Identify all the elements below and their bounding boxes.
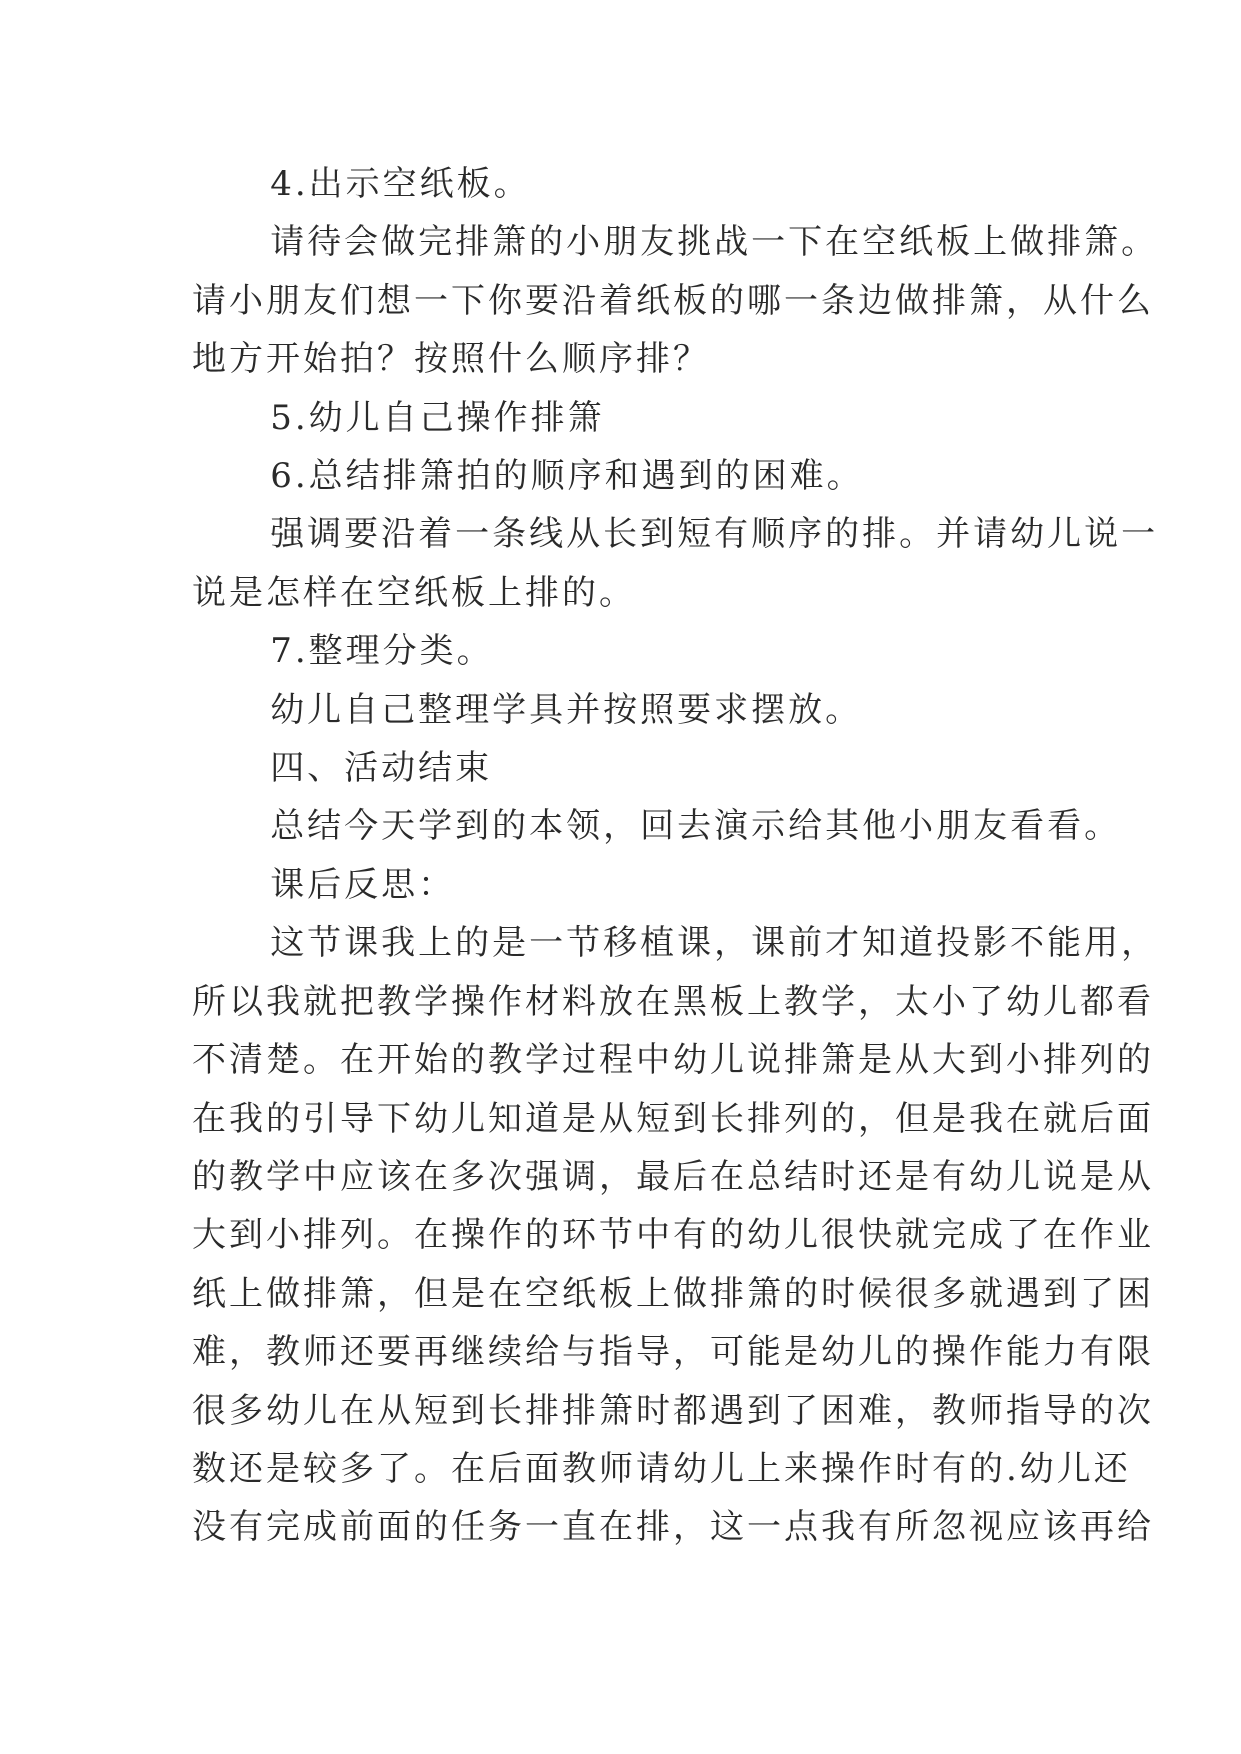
text-line: 很多幼儿在从短到长排排箫时都遇到了困难，教师指导的次 <box>192 1390 1154 1431</box>
text-line: 难，教师还要再继续给与指导，可能是幼儿的操作能力有限 <box>192 1332 1154 1373</box>
text-line: 4.出示空纸板。 <box>270 164 531 204</box>
text-line: 纸上做排箫，但是在空纸板上做排箫的时候很多就遇到了困 <box>192 1273 1154 1314</box>
text-line: 5.幼儿自己操作排箫 <box>270 397 605 438</box>
text-line: 没有完成前面的任务一直在排，这一点我有所忽视应该再给 <box>192 1507 1154 1548</box>
text-line: 说是怎样在空纸板上排的。 <box>192 572 636 613</box>
text-line: 的教学中应该在多次强调，最后在总结时还是有幼儿说是从 <box>192 1156 1154 1197</box>
text-line: 幼儿自己整理学具并按照要求摆放。 <box>270 689 863 730</box>
text-line: 总结今天学到的本领，回去演示给其他小朋友看看。 <box>270 806 1122 847</box>
text-line: 在我的引导下幼儿知道是从短到长排列的，但是我在就后面 <box>192 1098 1154 1139</box>
text-line: 大到小排列。在操作的环节中有的幼儿很快就完成了在作业 <box>192 1215 1154 1256</box>
section-heading: 四、活动结束 <box>270 748 493 789</box>
text-line: 不清楚。在开始的教学过程中幼儿说排箫是从大到小排列的 <box>192 1040 1154 1081</box>
section-heading: 课后反思： <box>270 864 456 905</box>
text-line: 请待会做完排箫的小朋友挑战一下在空纸板上做排箫。 <box>270 222 1159 263</box>
text-line: 6.总结排箫拍的顺序和遇到的困难。 <box>270 456 864 497</box>
text-line: 请小朋友们想一下你要沿着纸板的哪一条边做排箫，从什么 <box>192 280 1154 321</box>
text-line: 地方开始拍？按照什么顺序排？ <box>192 339 710 380</box>
text-line: 数还是较多了。在后面教师请幼儿上来操作时有的.幼儿还 <box>192 1448 1131 1489</box>
text-line: 强调要沿着一条线从长到短有顺序的排。并请幼儿说一 <box>270 514 1159 555</box>
document-body <box>192 155 1159 1557</box>
text-line: 这节课我上的是一节移植课，课前才知道投影不能用， <box>270 923 1159 964</box>
text-line: 所以我就把教学操作材料放在黑板上教学，太小了幼儿都看 <box>192 981 1154 1022</box>
text-line: 7.整理分类。 <box>270 631 494 672</box>
